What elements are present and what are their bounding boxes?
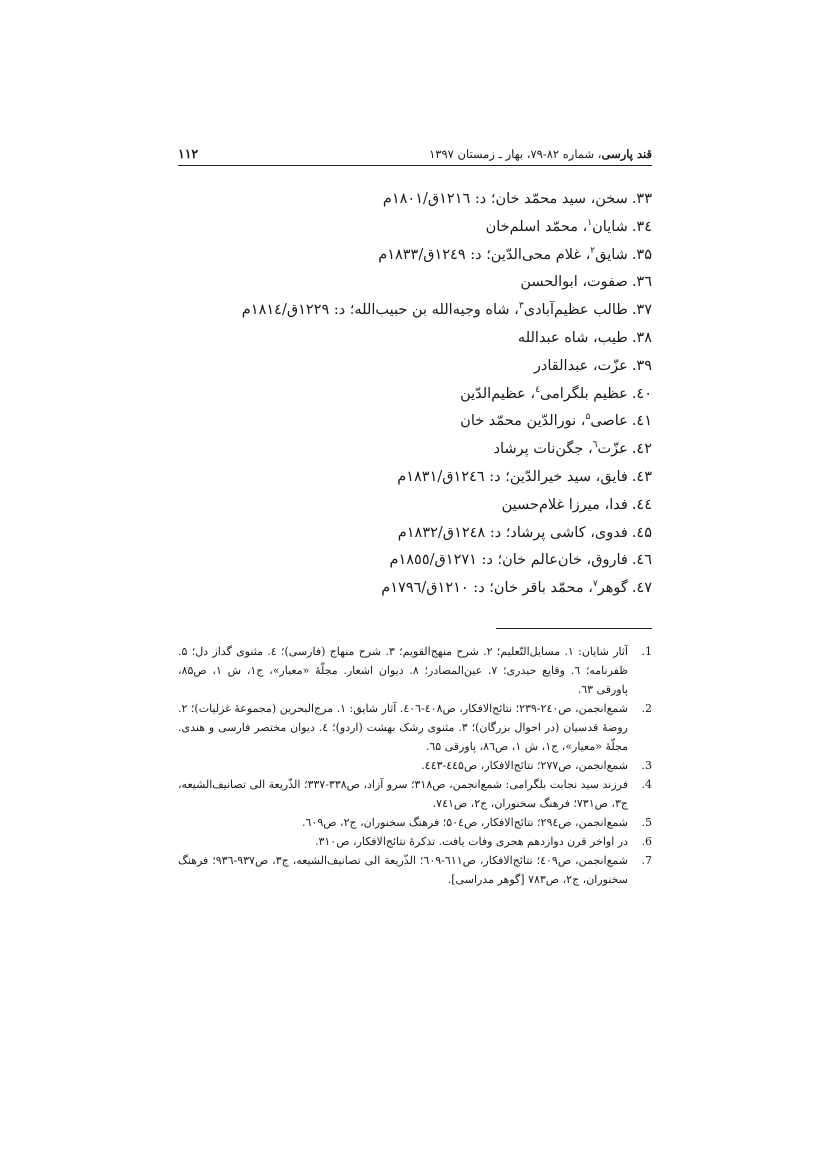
list-item — [178, 353, 652, 381]
footnote-number: 1. — [641, 645, 652, 658]
item-text: ، عظیم‌الدّین — [460, 385, 536, 402]
item-text: شایان — [592, 218, 628, 235]
footnote-ref[interactable]: ٤ — [535, 384, 540, 395]
item-text: عظیم بلگرامی — [539, 385, 628, 402]
list-item — [178, 492, 652, 520]
item-number: ۳۹. — [631, 357, 652, 374]
list-item — [178, 436, 652, 464]
list-item — [178, 575, 652, 603]
footnotes — [178, 642, 652, 889]
footnote-ref[interactable]: ۵ — [585, 412, 591, 423]
footnote-text: فرزند سید نجابت بلگرامی: شمع‌انجمن، ص۳۱۸؛ سرو آزاد، ص۳۳۸-۳۳۷؛ الذّریعة الی تصانیف‌الشیعه، ج۳، ص۷۳۱؛ فرهنگ سخنوران، ج۲، ص٧٤١. — [178, 778, 628, 810]
footnote-item — [178, 642, 652, 699]
list-item — [178, 325, 652, 353]
list-item — [178, 547, 652, 575]
footnote-item — [178, 813, 652, 832]
footnote-ref[interactable]: ۳ — [518, 301, 524, 312]
journal-citation — [429, 147, 652, 161]
list-item — [178, 269, 652, 297]
footnote-item — [178, 756, 652, 775]
issue-info: ، شماره ۸۲-۷۹، بهار ـ زمستان ۱۳۹۷ — [429, 147, 602, 161]
footnote-number: 7. — [641, 854, 652, 867]
footnote-text: شمع‌انجمن، ص۲۹٤؛ نتائج‌الافکار، ص۵۰٤؛ فرهنگ سخنوران، ج۲، ص٦۰۹. — [302, 816, 628, 829]
item-text: فایق، سید خیرالدّین؛ د: ١٢٤٦ق/١٨٣١م — [397, 468, 628, 485]
list-item — [178, 408, 652, 436]
item-text: ، جگن‌نات پرشاد — [493, 441, 593, 458]
footnote-text: شمع‌انجمن، ص۲٤۰-۲۳۹؛ نتائج‌الافکار، ص٤۰۸-٤۰٦. آثار شایق: ۱. مرج‌البحرین (مجموعهٔ غزلیات)؛ ۲. روضهٔ قدسیان (در احوال بزرگان)؛ ۳. مثنوی رشک بهشت (اردو)؛ ٤. دیوان مختصر فارسی و هندی. مجلّهٔ «معیار»، ج۱، ش ۱، ص۸٦، پاورقی ٦۵. — [178, 702, 628, 753]
footnote-ref[interactable]: ٦ — [592, 440, 598, 451]
item-text: طیب، شاه عبدالله — [517, 329, 628, 346]
item-text: فاروق، خان‌عالم خان؛ د: ١٢٧١ق/١٨٥٥م — [389, 552, 628, 569]
item-text: فدا، میرزا غلام‌حسین — [501, 496, 628, 513]
item-text: شایق — [595, 246, 628, 263]
item-number: ٤۳. — [631, 468, 652, 485]
footnote-item — [178, 832, 652, 851]
item-text: ، غلام محی‌الدّین؛ د: ١٢٤٩ق/١٨٣٣م — [378, 246, 591, 263]
footnote-item — [178, 699, 652, 756]
footnote-number: 5. — [641, 816, 652, 829]
journal-title: قند پارسی — [601, 147, 652, 161]
list-item — [178, 464, 652, 492]
item-text: ، محمّد باقر خان؛ د: ١٢١٠ق/١٧٩٦م — [381, 580, 593, 597]
footnote-item — [178, 775, 652, 813]
item-number: ٤۱. — [631, 413, 652, 430]
item-number: ۳٦. — [631, 274, 652, 291]
item-text: عاصی — [590, 413, 628, 430]
footnote-ref[interactable]: ۷ — [592, 579, 598, 590]
item-text: فدوی، کاشی پرشاد؛ د: ١٢٤٨ق/١٨٣٢م — [397, 524, 628, 541]
footnote-number: 6. — [641, 835, 652, 848]
item-number: ٤٤. — [631, 496, 652, 513]
footnote-text: در اواخر قرن دوازدهم هجری وفات یافت. تذکرهٔ نتائج‌الافکار، ص۳۱۰. — [314, 835, 628, 848]
footnote-ref[interactable]: ۲ — [590, 245, 596, 256]
item-number: ۳۸. — [631, 329, 652, 346]
item-number: ٤۰. — [631, 385, 652, 402]
item-number: ۳۳. — [631, 191, 652, 207]
footnote-ref[interactable]: ۱ — [587, 217, 593, 228]
footnote-text: شمع‌انجمن، ص٤۰۹؛ نتائج‌الافکار، ص٦۱۱-٦۰۹؛ الذّریعة الی تصانیف‌الشیعه، ج۳، ص۹۳۷-۹۳٦؛ فرهنگ سخنوران، ج۲، ص۷۸۳ [گوهر مدراسی]. — [178, 854, 628, 886]
item-text: گوهر — [597, 580, 628, 597]
item-text: صفوت، ابوالحسن — [520, 274, 628, 291]
footnote-divider — [496, 628, 652, 629]
item-text: عزّت، عبدالقادر — [533, 357, 628, 374]
item-text: ، محمّد اسلم‌خان — [485, 218, 588, 235]
item-text: عزّت — [597, 441, 628, 458]
page-number: ۱۱۲ — [178, 146, 199, 161]
item-text: سخن، سید محمّد خان؛ د: ١٢١٦ق/١٨٠١م — [382, 191, 628, 207]
list-item — [178, 520, 652, 548]
item-number: ۳۷. — [631, 302, 652, 319]
footnote-number: 3. — [641, 759, 652, 772]
item-number: ٤۵. — [631, 524, 652, 541]
footnote-text: شمع‌انجمن، ص۲۷۷؛ نتائج‌الافکار، ص٤٤۵-٤٤۳. — [421, 759, 628, 772]
item-number: ۳۵. — [631, 246, 652, 263]
footnote-item — [178, 851, 652, 889]
item-number: ٤٦. — [631, 552, 652, 569]
footnote-number: 4. — [641, 778, 652, 791]
footnote-text: آثار شایان: ۱. مسایل‌التّعلیم؛ ۲. شرح منهج‌القویم؛ ۳. شرح منهاج (فارسی)؛ ٤. مثنوی گداز دل؛ ۵. ظفرنامه؛ ٦. وقایع حیدری؛ ۷. عین‌المصادر؛ ۸. دیوان اشعار. مجلّهٔ «معیار»، ج۱، ش ۱، ص۸۵، پاورقی ٦٣. — [178, 645, 628, 696]
list-item — [178, 242, 652, 270]
item-number: ٤۷. — [631, 580, 652, 597]
poet-list — [178, 186, 652, 603]
list-item — [178, 297, 652, 325]
running-header — [178, 146, 652, 166]
list-item — [178, 186, 652, 214]
item-text: ، شاه وجیه‌الله بن حبیب‌الله؛ د: ١٢٢٩ق/١٨١٤م — [241, 302, 519, 319]
footnote-number: 2. — [641, 702, 652, 715]
item-text: ، نورالدّین محمّد خان — [460, 413, 586, 430]
list-item — [178, 214, 652, 242]
item-number: ۳٤. — [631, 218, 652, 235]
item-number: ٤۲. — [631, 441, 652, 458]
list-item — [178, 381, 652, 409]
item-text: طالب عظیم‌آبادی — [523, 302, 628, 319]
